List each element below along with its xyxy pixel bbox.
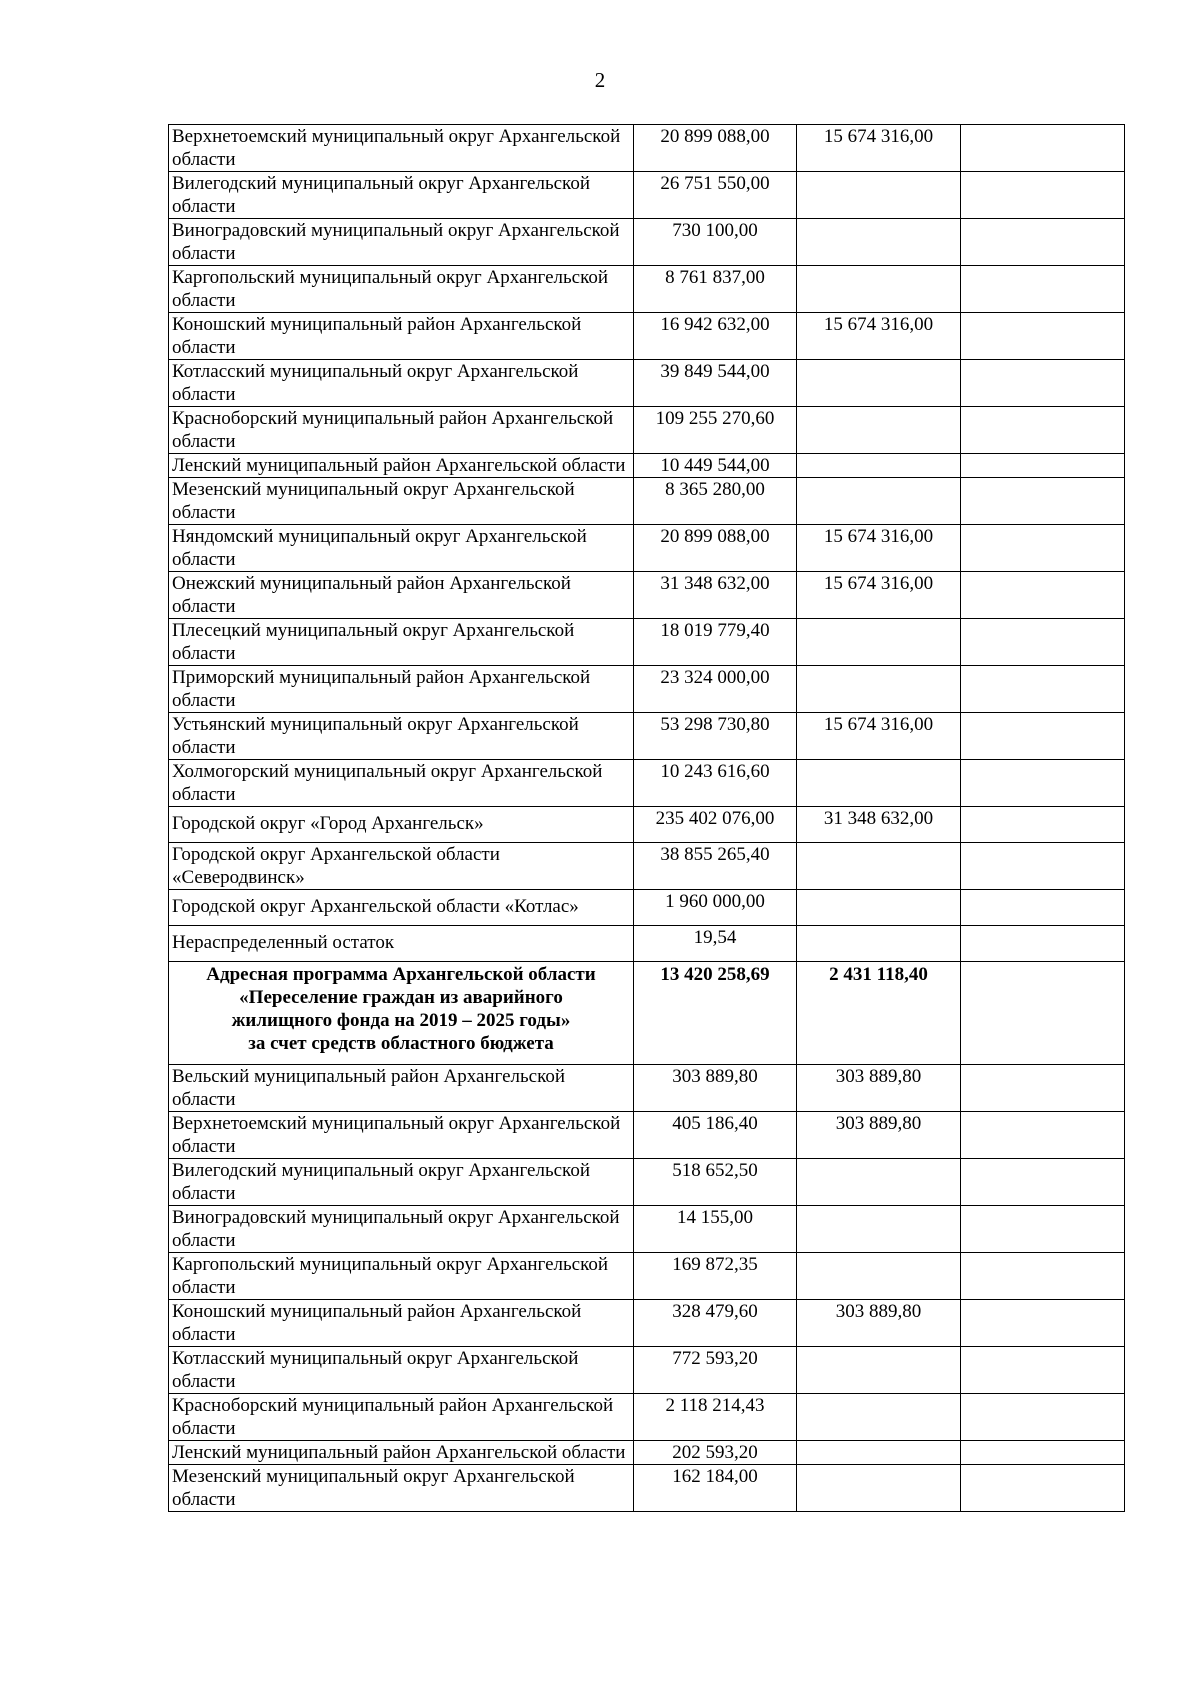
- amount-total: 10 243 616,60: [634, 760, 797, 807]
- municipality-name: Ленский муниципальный район Архангельской области: [169, 1441, 634, 1465]
- amount-total: 169 872,35: [634, 1253, 797, 1300]
- amount-total: 8 365 280,00: [634, 478, 797, 525]
- amount-total: 2 118 214,43: [634, 1394, 797, 1441]
- municipality-name: Каргопольский муниципальный округ Архангельской области: [169, 266, 634, 313]
- amount-total: 26 751 550,00: [634, 172, 797, 219]
- amount-second: [797, 266, 961, 313]
- amount-third: [961, 1300, 1125, 1347]
- amount-second: [797, 407, 961, 454]
- amount-third: [961, 890, 1125, 926]
- table-row: [169, 125, 1125, 172]
- amount-third: [961, 807, 1125, 843]
- amount-total: 202 593,20: [634, 1441, 797, 1465]
- amount-third: [961, 1206, 1125, 1253]
- amount-total: 20 899 088,00: [634, 125, 797, 172]
- amount-third: [961, 360, 1125, 407]
- amount-second: [797, 219, 961, 266]
- amount-second: [797, 666, 961, 713]
- amount-second: [797, 1253, 961, 1300]
- amount-total: 235 402 076,00: [634, 807, 797, 843]
- municipality-name: Красноборский муниципальный район Архангельской области: [169, 407, 634, 454]
- municipality-name: Верхнетоемский муниципальный округ Архангельской области: [169, 1112, 634, 1159]
- amount-second: 15 674 316,00: [797, 525, 961, 572]
- table-row: [169, 1253, 1125, 1300]
- table-row: [169, 313, 1125, 360]
- amount-third: [961, 1112, 1125, 1159]
- amount-second: [797, 360, 961, 407]
- program-amount-second: 2 431 118,40: [797, 962, 961, 1065]
- municipality-name: Онежский муниципальный район Архангельской области: [169, 572, 634, 619]
- table-row: [169, 525, 1125, 572]
- amount-total: 730 100,00: [634, 219, 797, 266]
- municipality-name: Приморский муниципальный район Архангельской области: [169, 666, 634, 713]
- amount-total: 38 855 265,40: [634, 843, 797, 890]
- table-row: [169, 572, 1125, 619]
- amount-third: [961, 219, 1125, 266]
- table-row: [169, 807, 1125, 843]
- amount-total: 19,54: [634, 926, 797, 962]
- table-row: [169, 1065, 1125, 1112]
- table-row: [169, 1159, 1125, 1206]
- amount-second: [797, 1441, 961, 1465]
- amount-total: 20 899 088,00: [634, 525, 797, 572]
- amount-total: 109 255 270,60: [634, 407, 797, 454]
- table-row: [169, 760, 1125, 807]
- page-number: 2: [594, 68, 606, 92]
- amount-total: 772 593,20: [634, 1347, 797, 1394]
- municipality-name: Городской округ Архангельской области «Северодвинск»: [169, 843, 634, 890]
- program-title-line: «Переселение граждан из аварийного: [239, 987, 563, 1008]
- amount-second: [797, 1347, 961, 1394]
- municipality-name: Вельский муниципальный район Архангельской области: [169, 1065, 634, 1112]
- amount-third: [961, 266, 1125, 313]
- amount-total: 53 298 730,80: [634, 713, 797, 760]
- amount-third: [961, 525, 1125, 572]
- budget-table: [168, 124, 1125, 1512]
- amount-second: [797, 1206, 961, 1253]
- table-row: [169, 1465, 1125, 1512]
- amount-second: [797, 890, 961, 926]
- amount-second: [797, 454, 961, 478]
- municipality-name: Виноградовский муниципальный округ Архангельской области: [169, 219, 634, 266]
- amount-third: [961, 1065, 1125, 1112]
- amount-third: [961, 666, 1125, 713]
- municipality-name: Каргопольский муниципальный округ Архангельской области: [169, 1253, 634, 1300]
- amount-total: 39 849 544,00: [634, 360, 797, 407]
- amount-second: [797, 760, 961, 807]
- municipality-name: Коношский муниципальный район Архангельской области: [169, 1300, 634, 1347]
- amount-second: [797, 1394, 961, 1441]
- amount-third: [961, 454, 1125, 478]
- amount-third: [961, 619, 1125, 666]
- amount-second: 303 889,80: [797, 1112, 961, 1159]
- amount-total: 8 761 837,00: [634, 266, 797, 313]
- municipality-name: Устьянский муниципальный округ Архангельской области: [169, 713, 634, 760]
- amount-third: [961, 1394, 1125, 1441]
- municipality-name: Вилегодский муниципальный округ Архангельской области: [169, 172, 634, 219]
- municipality-name: Городской округ Архангельской области «Котлас»: [169, 890, 634, 926]
- amount-total: 1 960 000,00: [634, 890, 797, 926]
- amount-third: [961, 407, 1125, 454]
- amount-second: [797, 1159, 961, 1206]
- municipality-name: Виноградовский муниципальный округ Архангельской области: [169, 1206, 634, 1253]
- amount-second: 303 889,80: [797, 1300, 961, 1347]
- program-title-line: за счет средств областного бюджета: [248, 1033, 554, 1054]
- program-amount-total: 13 420 258,69: [634, 962, 797, 1065]
- amount-second: 303 889,80: [797, 1065, 961, 1112]
- municipality-name: Вилегодский муниципальный округ Архангельской области: [169, 1159, 634, 1206]
- amount-total: 31 348 632,00: [634, 572, 797, 619]
- amount-third: [961, 572, 1125, 619]
- amount-third: [961, 1159, 1125, 1206]
- table-row: [169, 360, 1125, 407]
- program-amount-third: [961, 962, 1125, 1065]
- municipality-name: Нераспределенный остаток: [169, 926, 634, 962]
- table-row: [169, 926, 1125, 962]
- amount-third: [961, 1441, 1125, 1465]
- municipality-name: Красноборский муниципальный район Архангельской области: [169, 1394, 634, 1441]
- municipality-name: Ленский муниципальный район Архангельской области: [169, 454, 634, 478]
- amount-second: 15 674 316,00: [797, 713, 961, 760]
- amount-total: 328 479,60: [634, 1300, 797, 1347]
- amount-second: [797, 172, 961, 219]
- amount-second: 31 348 632,00: [797, 807, 961, 843]
- table-row: [169, 713, 1125, 760]
- table-row: [169, 843, 1125, 890]
- table-row: [169, 666, 1125, 713]
- amount-total: 303 889,80: [634, 1065, 797, 1112]
- municipality-name: Холмогорский муниципальный округ Архангельской области: [169, 760, 634, 807]
- amount-third: [961, 843, 1125, 890]
- table-row: [169, 890, 1125, 926]
- municipality-name: Мезенский муниципальный округ Архангельской области: [169, 1465, 634, 1512]
- table-row: [169, 266, 1125, 313]
- table-row: [169, 478, 1125, 525]
- table-row: [169, 172, 1125, 219]
- amount-third: [961, 125, 1125, 172]
- amount-total: 23 324 000,00: [634, 666, 797, 713]
- amount-second: [797, 843, 961, 890]
- amount-second: [797, 619, 961, 666]
- table-row: [169, 1206, 1125, 1253]
- program-title-line: жилищного фонда на 2019 – 2025 годы»: [231, 1010, 571, 1031]
- amount-total: 518 652,50: [634, 1159, 797, 1206]
- amount-total: 14 155,00: [634, 1206, 797, 1253]
- amount-second: 15 674 316,00: [797, 572, 961, 619]
- amount-total: 10 449 544,00: [634, 454, 797, 478]
- table-row: [169, 1394, 1125, 1441]
- municipality-name: Котласский муниципальный округ Архангельской области: [169, 1347, 634, 1394]
- table-row: [169, 1441, 1125, 1465]
- program-title: [169, 962, 634, 1065]
- amount-second: 15 674 316,00: [797, 125, 961, 172]
- amount-second: 15 674 316,00: [797, 313, 961, 360]
- table-row: [169, 1347, 1125, 1394]
- amount-total: 18 019 779,40: [634, 619, 797, 666]
- amount-third: [961, 313, 1125, 360]
- amount-second: [797, 478, 961, 525]
- amount-second: [797, 1465, 961, 1512]
- municipality-name: Няндомский муниципальный округ Архангельской области: [169, 525, 634, 572]
- table-row: [169, 1112, 1125, 1159]
- municipality-name: Городской округ «Город Архангельск»: [169, 807, 634, 843]
- table-row: [169, 407, 1125, 454]
- municipality-name: Котласский муниципальный округ Архангельской области: [169, 360, 634, 407]
- municipality-name: Плесецкий муниципальный округ Архангельской области: [169, 619, 634, 666]
- amount-total: 162 184,00: [634, 1465, 797, 1512]
- table-row: [169, 219, 1125, 266]
- amount-third: [961, 926, 1125, 962]
- municipality-name: Мезенский муниципальный округ Архангельской области: [169, 478, 634, 525]
- municipality-name: Верхнетоемский муниципальный округ Архангельской области: [169, 125, 634, 172]
- amount-total: 405 186,40: [634, 1112, 797, 1159]
- program-title-line: Адресная программа Архангельской области: [206, 964, 596, 985]
- amount-third: [961, 1347, 1125, 1394]
- amount-third: [961, 172, 1125, 219]
- table-row: [169, 619, 1125, 666]
- municipality-name: Коношский муниципальный район Архангельской области: [169, 313, 634, 360]
- amount-third: [961, 1465, 1125, 1512]
- amount-third: [961, 1253, 1125, 1300]
- table-row: [169, 454, 1125, 478]
- amount-third: [961, 760, 1125, 807]
- table-row: [169, 1300, 1125, 1347]
- program-section-row: [169, 962, 1125, 1065]
- amount-third: [961, 713, 1125, 760]
- amount-third: [961, 478, 1125, 525]
- amount-total: 16 942 632,00: [634, 313, 797, 360]
- amount-second: [797, 926, 961, 962]
